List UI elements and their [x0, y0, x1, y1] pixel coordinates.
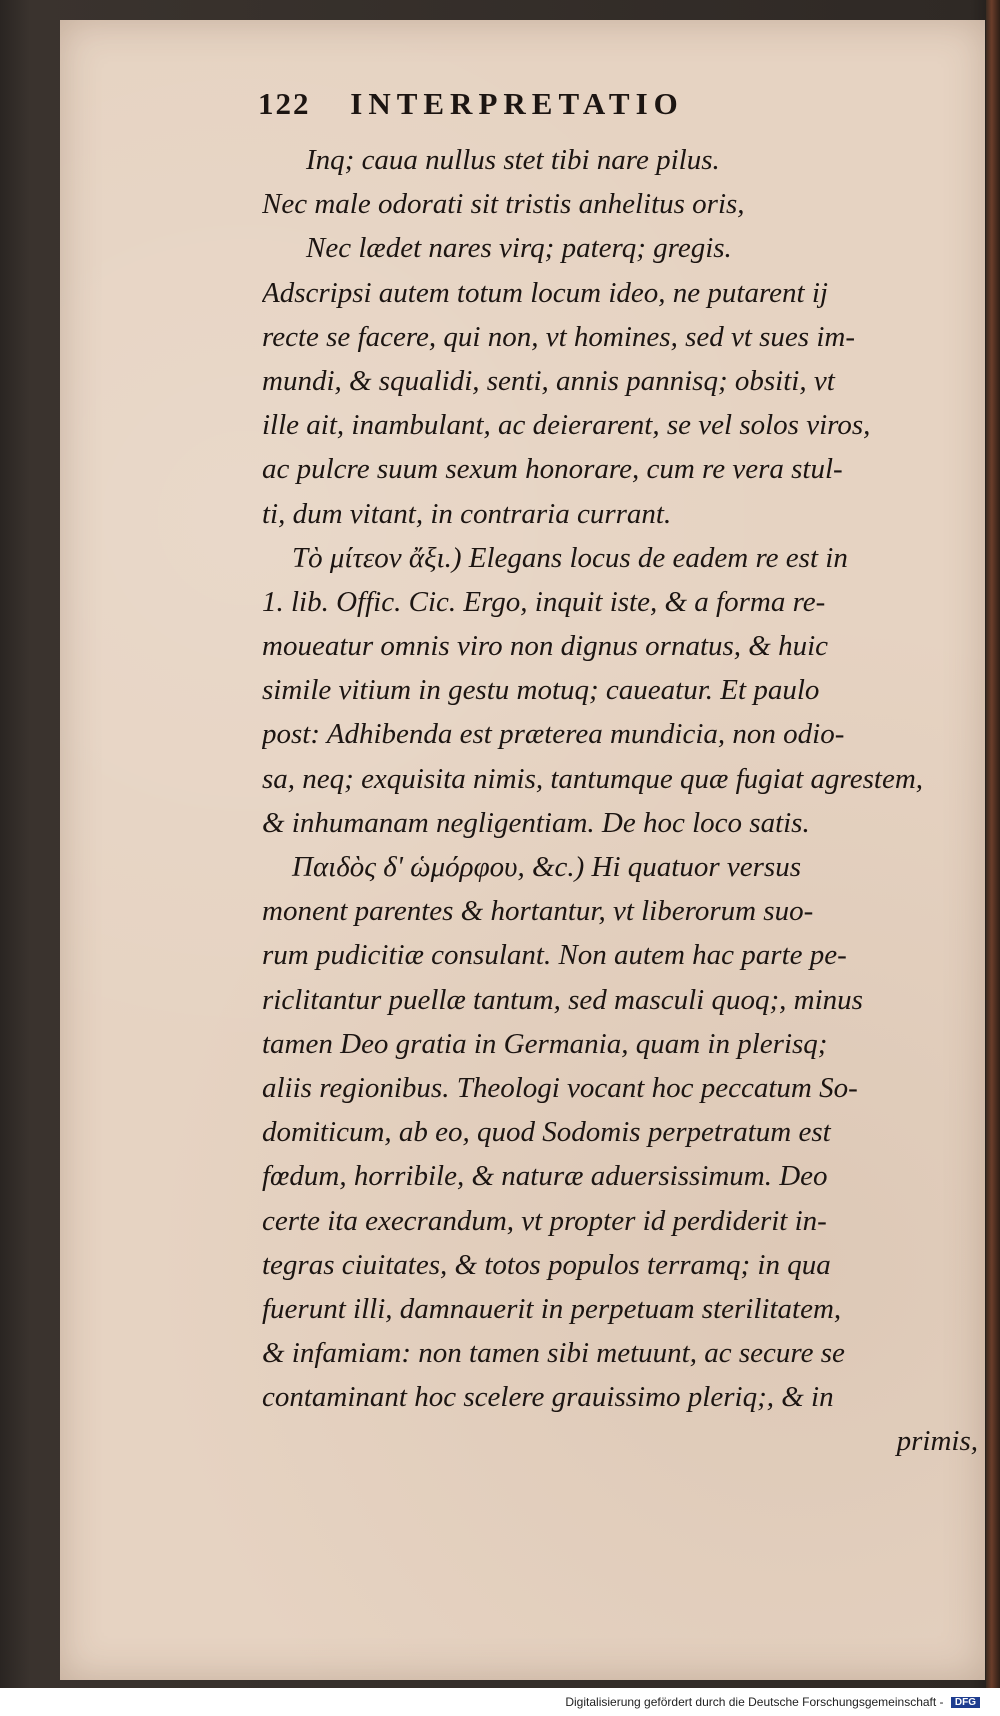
- text-line: moueatur omnis viro non dignus ornatus, & huic: [262, 630, 829, 663]
- text-line: primis,: [896, 1425, 978, 1458]
- text-line: fuerunt illi, damnauerit in perpetuam sterilitatem,: [262, 1292, 842, 1325]
- text-line: monent parentes & hortantur, vt liberorum suo-: [262, 895, 814, 928]
- funding-credit-text: Digitalisierung gefördert durch die Deutsche Forschungsgemeinschaft -: [565, 1695, 944, 1709]
- text-line: Παιδὸς δ' ὡμόρφου, &c.) Hi quatuor versus: [292, 851, 801, 883]
- text-line: Nec male odorati sit tristis anhelitus oris,: [262, 188, 745, 221]
- text-line: ti, dum vitant, in contraria currant.: [262, 497, 672, 530]
- text-line: Inq; caua nullus stet tibi nare pilus.: [306, 144, 720, 176]
- page-text: [262, 138, 982, 1464]
- text-line: contaminant hoc scelere grauissimo pleriq;, & in: [262, 1381, 834, 1414]
- text-line: simile vitium in gestu motuq; caueatur. Et paulo: [262, 674, 820, 707]
- text-line: domiticum, ab eo, quod Sodomis perpetratum est: [262, 1116, 831, 1149]
- running-title: INTERPRETATIO: [350, 86, 684, 121]
- book-spine-edge: [986, 0, 1000, 1688]
- text-line: certe ita execrandum, vt propter id perdiderit in-: [262, 1204, 827, 1237]
- text-line: tamen Deo gratia in Germania, quam in plerisq;: [262, 1027, 828, 1060]
- text-line: & infamiam: non tamen sibi metuunt, ac secure se: [262, 1337, 845, 1370]
- text-line: Τὸ μίτεον ἄξι.) Elegans locus de eadem re est in: [292, 541, 848, 574]
- text-line: Nec lædet nares virq; paterq; gregis.: [306, 232, 732, 265]
- text-line: recte se facere, qui non, vt homines, sed vt sues im-: [262, 320, 855, 353]
- text-line: tegras ciuitates, & totos populos terramq; in qua: [262, 1248, 831, 1281]
- dfg-logo: DFG: [951, 1697, 980, 1708]
- text-line: post: Adhibenda est præterea mundicia, non odio-: [262, 718, 845, 751]
- text-line: ille ait, inambulant, ac deierarent, se vel solos viros,: [262, 409, 871, 442]
- text-line: riclitantur puellæ tantum, sed masculi quoq;, minus: [262, 983, 863, 1016]
- text-line: aliis regionibus. Theologi vocant hoc peccatum So-: [262, 1071, 858, 1104]
- text-line: fœdum, horribile, & naturæ aduersissimum. Deo: [262, 1160, 828, 1193]
- text-line: Adscripsi autem totum locum ideo, ne putarent ij: [262, 276, 828, 309]
- text-line: rum pudicitiæ consulant. Non autem hac parte pe-: [262, 939, 847, 972]
- text-line: 1. lib. Offic. Cic. Ergo, inquit iste, & a forma re-: [262, 585, 826, 618]
- text-line: mundi, & squalidi, senti, annis pannisq; obsiti, vt: [262, 364, 835, 397]
- text-line: & inhumanam negligentiam. De hoc loco satis.: [262, 806, 810, 839]
- text-line: ac pulcre suum sexum honorare, cum re vera stul-: [262, 453, 843, 486]
- page-number: 122: [258, 86, 311, 121]
- text-line: sa, neq; exquisita nimis, tantumque quæ fugiat agrestem,: [262, 762, 924, 795]
- running-header: [258, 86, 818, 126]
- funding-credit: [565, 1695, 980, 1709]
